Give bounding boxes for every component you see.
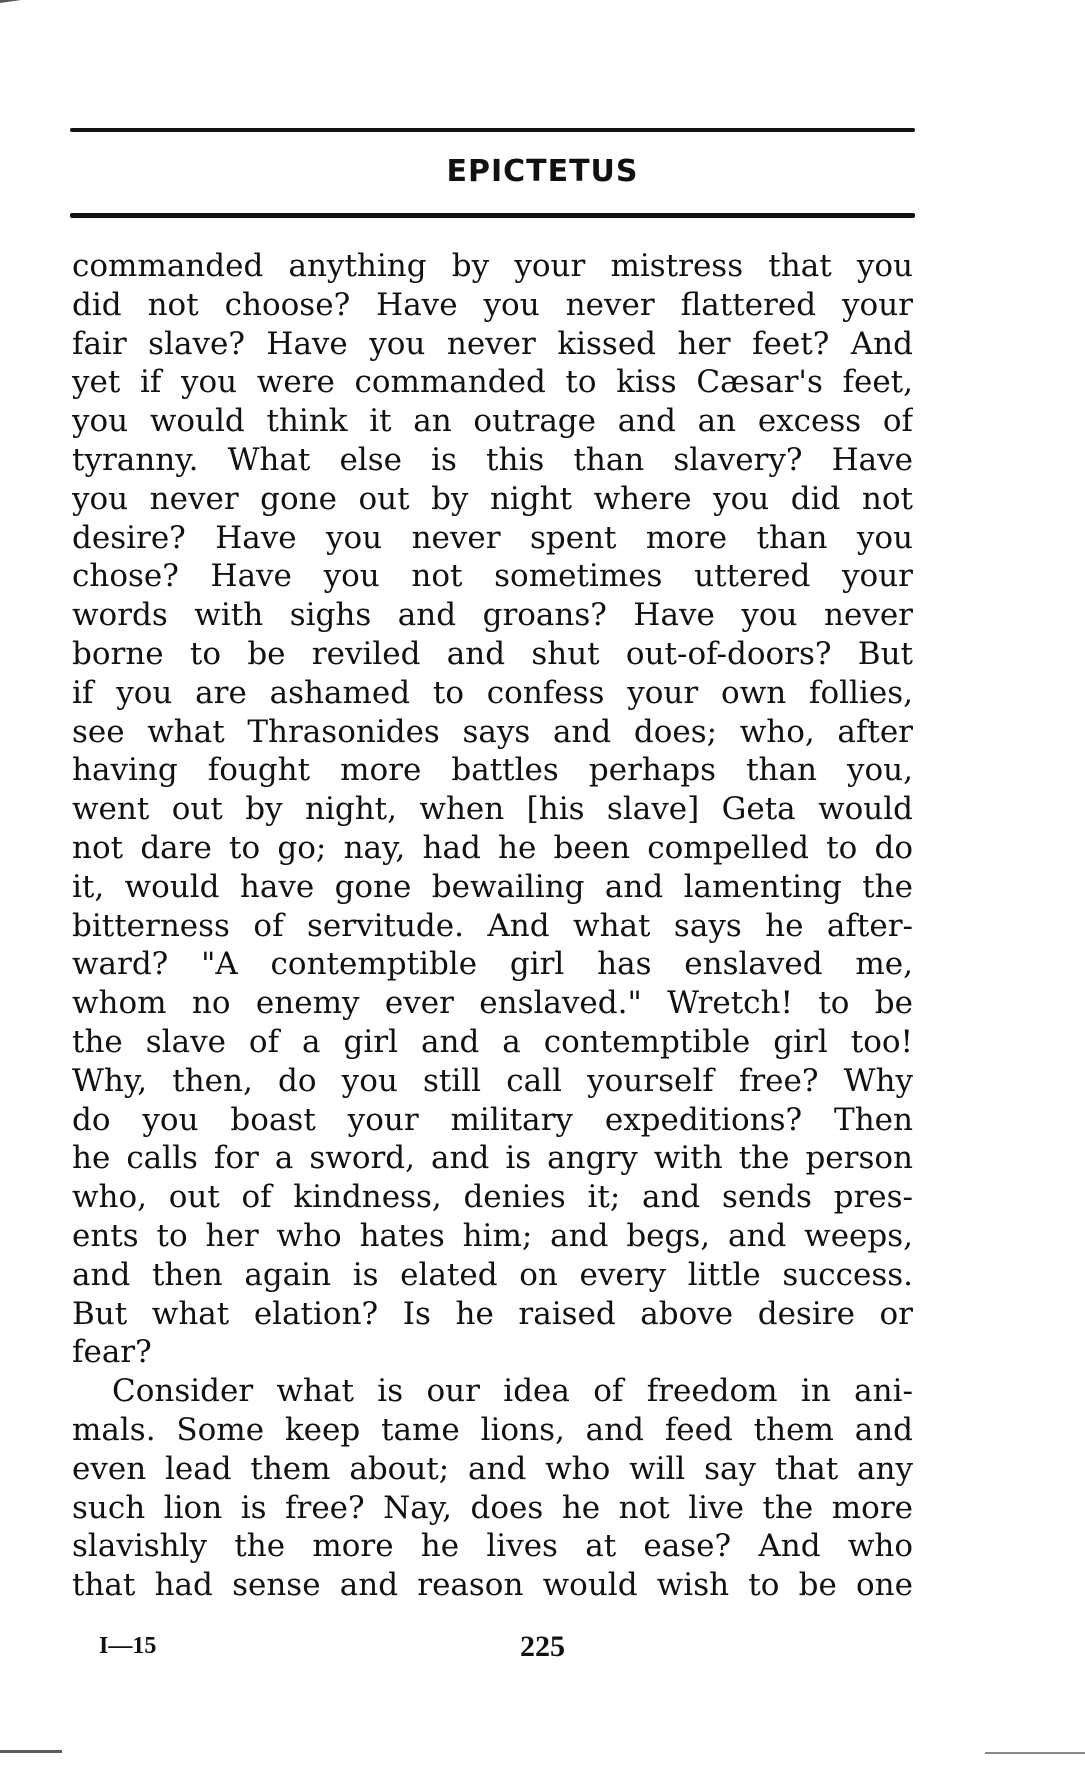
text-line: even lead them about; and who will say that any xyxy=(72,1450,913,1487)
text-line: do you boast your military expeditions? Then xyxy=(72,1101,913,1138)
text-line: ward? "A contemptible girl has enslaved me, xyxy=(72,946,913,983)
text-line: borne to be reviled and shut out-of-doors? But xyxy=(72,635,913,672)
text-line: who, out of kindness, denies it; and sends pres- xyxy=(72,1179,913,1216)
text-line: whom no enemy ever enslaved." Wretch! to be xyxy=(72,985,913,1022)
text-line: not dare to go; nay, had he been compelled to do xyxy=(72,829,913,866)
text-line: that had sense and reason would wish to be one xyxy=(72,1567,913,1604)
text-line: see what Thrasonides says and does; who, after xyxy=(72,713,913,750)
text-line: the slave of a girl and a contemptible girl too! xyxy=(72,1023,913,1060)
text-line: desire? Have you never spent more than you xyxy=(72,519,913,556)
text-line: such lion is free? Nay, does he not live the more xyxy=(72,1489,913,1526)
running-head: EPICTETUS xyxy=(446,154,639,189)
text-line: if you are ashamed to confess your own follies, xyxy=(72,674,913,711)
scan-bottom-mark-left xyxy=(0,1750,62,1753)
text-line: fair slave? Have you never kissed her feet? And xyxy=(72,325,913,362)
text-line: yet if you were commanded to kiss Cæsar's feet, xyxy=(72,364,913,401)
text-line: mals. Some keep tame lions, and feed them and xyxy=(72,1411,913,1448)
text-line: fear? xyxy=(72,1334,152,1371)
text-line: bitterness of servitude. And what says he after- xyxy=(72,907,913,944)
header-rule-bottom xyxy=(70,213,915,218)
text-line: did not choose? Have you never flattered your xyxy=(72,286,913,323)
text-line: But what elation? Is he raised above desire or xyxy=(72,1295,913,1332)
text-line: commanded anything by your mistress that you xyxy=(72,248,913,284)
text-line: and then again is elated on every little success. xyxy=(72,1256,913,1293)
scan-bottom-mark-right xyxy=(985,1752,1085,1754)
text-line: Why, then, do you still call yourself free? Why xyxy=(72,1062,913,1099)
text-line: having fought more battles perhaps than you, xyxy=(72,752,913,789)
text-line: ents to her who hates him; and begs, and weeps, xyxy=(72,1217,913,1254)
text-line: words with sighs and groans? Have you never xyxy=(72,597,913,634)
text-line: it, would have gone bewailing and lamenting the xyxy=(72,868,913,905)
scan-corner-mark xyxy=(0,0,85,27)
text-line: slavishly the more he lives at ease? And who xyxy=(72,1528,913,1565)
body-text xyxy=(72,247,913,1605)
text-line: he calls for a sword, and is angry with the person xyxy=(72,1140,913,1177)
text-line: Consider what is our idea of freedom in ani- xyxy=(112,1373,913,1410)
text-line: tyranny. What else is this than slavery? Have xyxy=(72,441,913,478)
text-line: you never gone out by night where you did not xyxy=(72,480,913,517)
text-line: you would think it an outrage and an excess of xyxy=(72,403,913,440)
text-line: chose? Have you not sometimes uttered your xyxy=(72,558,913,595)
page-number: 225 xyxy=(520,1630,565,1663)
text-line: went out by night, when [his slave] Geta would xyxy=(72,791,913,828)
signature-mark: I—15 xyxy=(99,1633,157,1659)
header-rule-top xyxy=(70,128,915,132)
